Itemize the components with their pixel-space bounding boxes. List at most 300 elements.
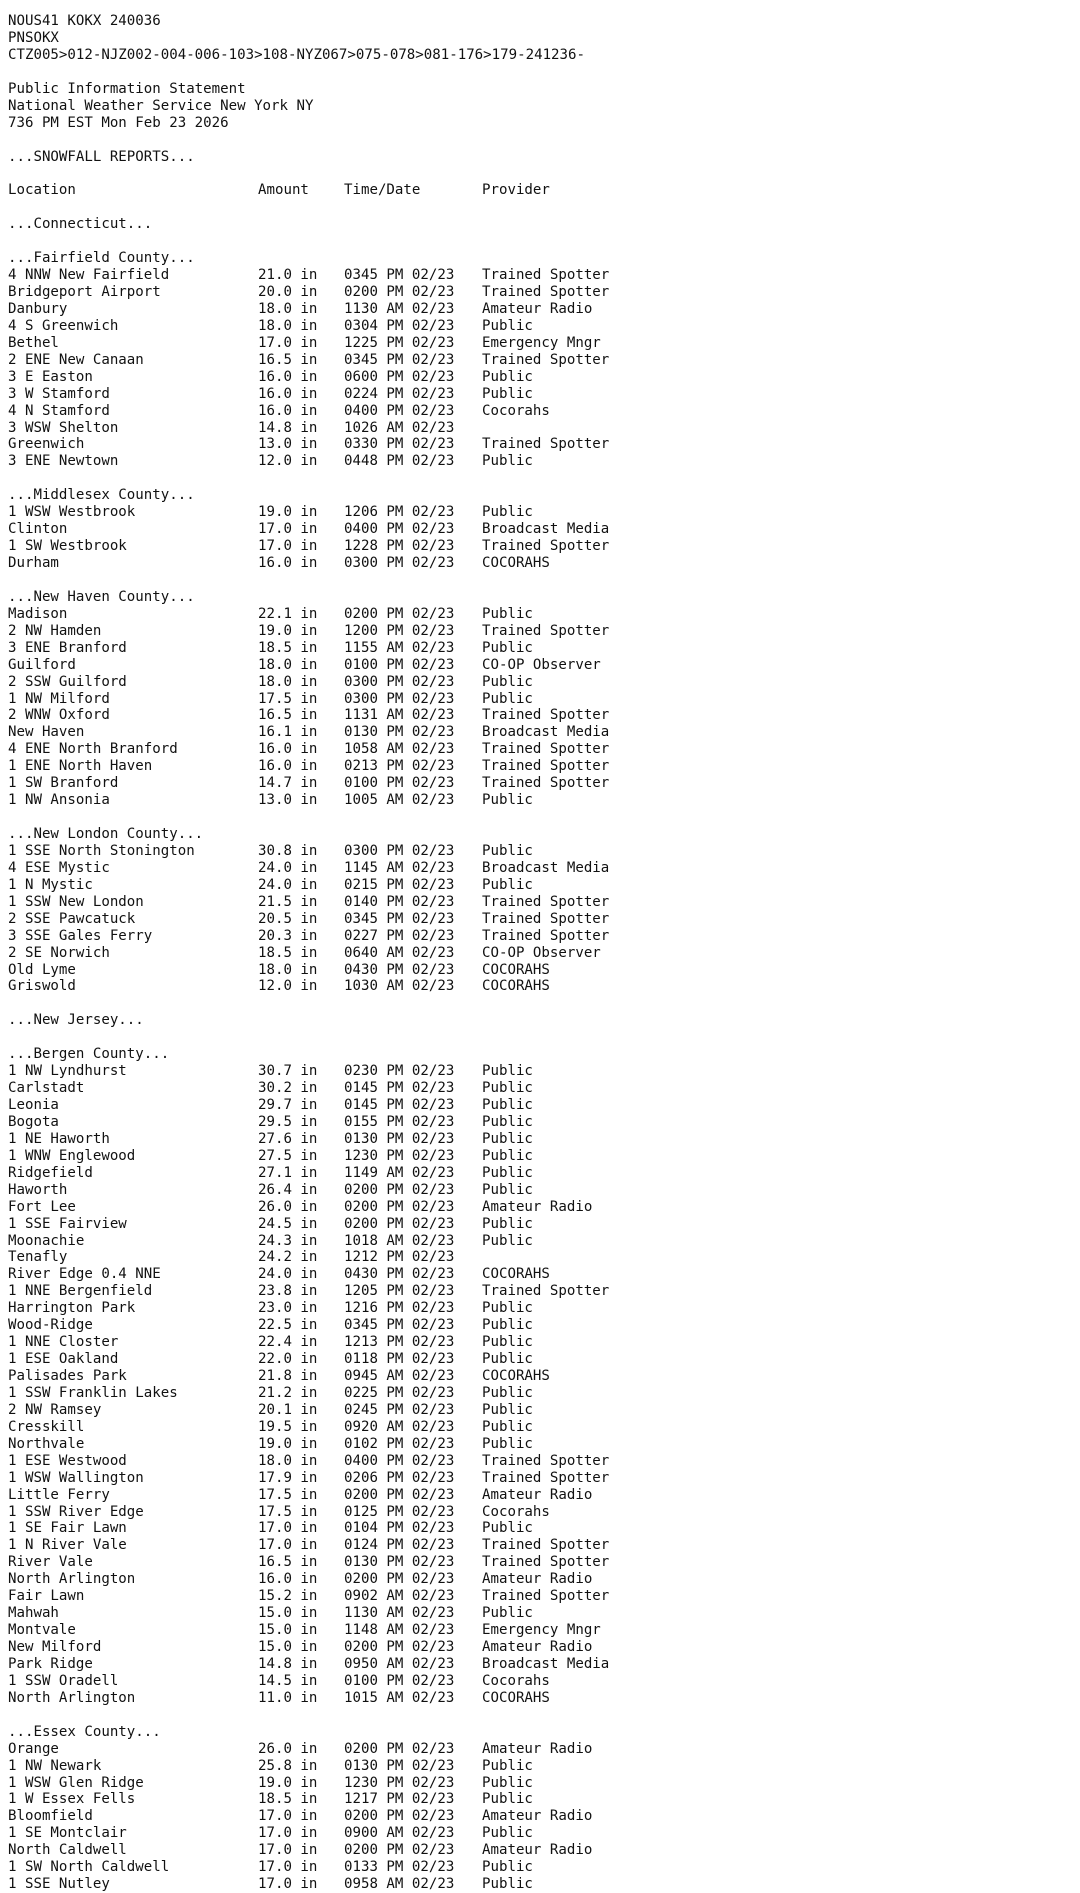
report-time-date: 0200 PM 02/23 bbox=[344, 1842, 455, 1859]
blank-line bbox=[8, 1707, 609, 1724]
report-time-date: 0300 PM 02/23 bbox=[344, 555, 455, 571]
report-row bbox=[8, 1436, 609, 1453]
report-location: 1 WSW Wallington bbox=[8, 1469, 144, 1486]
report-amount: 17.0 in bbox=[258, 1876, 318, 1893]
issue-time: 736 PM EST Mon Feb 23 2026 bbox=[8, 114, 229, 131]
county-heading: ...Middlesex County... bbox=[8, 487, 195, 504]
column-header-amount: Amount bbox=[258, 182, 309, 199]
report-amount: 20.1 in bbox=[258, 1401, 318, 1418]
column-header-provider: Provider bbox=[482, 182, 550, 199]
report-provider: Amateur Radio bbox=[482, 300, 593, 317]
report-amount: 20.5 in bbox=[258, 910, 318, 927]
report-amount: 14.7 in bbox=[258, 775, 318, 792]
report-amount: 15.0 in bbox=[258, 1622, 318, 1639]
report-amount: 14.8 in bbox=[258, 419, 318, 436]
report-time-date: 1216 PM 02/23 bbox=[344, 1300, 455, 1317]
state-heading: ...New Jersey... bbox=[8, 1012, 144, 1029]
report-time-date: 0640 AM 02/23 bbox=[344, 944, 455, 961]
report-location: Greenwich bbox=[8, 436, 85, 453]
report-row bbox=[8, 1233, 609, 1250]
report-provider: Public bbox=[482, 1164, 533, 1181]
report-location: 3 W Stamford bbox=[8, 385, 110, 402]
report-location: 1 SSW Oradell bbox=[8, 1672, 119, 1689]
report-time-date: 1018 AM 02/23 bbox=[344, 1232, 455, 1249]
report-location: 1 SSW Franklin Lakes bbox=[8, 1384, 178, 1401]
report-provider: Public bbox=[482, 792, 533, 809]
report-location: Little Ferry bbox=[8, 1486, 110, 1503]
report-amount: 16.0 in bbox=[258, 555, 318, 571]
report-location: Palisades Park bbox=[8, 1368, 127, 1384]
report-provider: Public bbox=[482, 1147, 533, 1164]
report-amount: 18.0 in bbox=[258, 961, 318, 978]
report-time-date: 0900 AM 02/23 bbox=[344, 1825, 455, 1842]
report-row bbox=[8, 1351, 609, 1368]
report-location: Durham bbox=[8, 555, 59, 571]
report-row bbox=[8, 1504, 609, 1521]
report-amount: 19.0 in bbox=[258, 1774, 318, 1791]
report-row bbox=[8, 1402, 609, 1419]
report-location: 4 ENE North Branford bbox=[8, 741, 178, 758]
report-provider: Public bbox=[482, 1181, 533, 1198]
report-amount: 17.5 in bbox=[258, 690, 318, 707]
report-time-date: 0104 PM 02/23 bbox=[344, 1520, 455, 1537]
report-location: 1 SSE Fairview bbox=[8, 1215, 127, 1232]
report-location: 2 SSE Pawcatuck bbox=[8, 910, 136, 927]
report-location: 1 ENE North Haven bbox=[8, 758, 153, 775]
report-time-date: 0345 PM 02/23 bbox=[344, 351, 455, 368]
report-time-date: 1205 PM 02/23 bbox=[344, 1283, 455, 1300]
report-location: 4 N Stamford bbox=[8, 402, 110, 419]
report-row bbox=[8, 386, 609, 403]
report-row bbox=[8, 453, 609, 470]
report-amount: 17.9 in bbox=[258, 1469, 318, 1486]
report-amount: 16.1 in bbox=[258, 724, 318, 741]
report-amount: 16.5 in bbox=[258, 707, 318, 724]
report-location: Cresskill bbox=[8, 1418, 85, 1435]
report-location: Leonia bbox=[8, 1097, 59, 1113]
report-row bbox=[8, 335, 609, 352]
report-row bbox=[8, 369, 609, 386]
report-time-date: 0200 PM 02/23 bbox=[344, 1181, 455, 1198]
county-heading: ...New London County... bbox=[8, 826, 204, 842]
report-row bbox=[8, 1639, 609, 1656]
report-row bbox=[8, 945, 609, 962]
report-row bbox=[8, 758, 609, 775]
report-provider: Public bbox=[482, 385, 533, 402]
report-time-date: 1015 AM 02/23 bbox=[344, 1689, 455, 1706]
report-time-date: 0200 PM 02/23 bbox=[344, 1215, 455, 1232]
report-time-date: 0200 PM 02/23 bbox=[344, 284, 455, 300]
report-location: 1 N Mystic bbox=[8, 876, 93, 893]
report-location: Ridgefield bbox=[8, 1164, 93, 1181]
report-amount: 30.2 in bbox=[258, 1080, 318, 1097]
report-amount: 27.1 in bbox=[258, 1164, 318, 1181]
report-time-date: 0100 PM 02/23 bbox=[344, 656, 455, 673]
report-row bbox=[8, 1419, 609, 1436]
report-row bbox=[8, 1690, 609, 1707]
report-row bbox=[8, 1300, 609, 1317]
report-amount: 24.0 in bbox=[258, 1266, 318, 1283]
report-row bbox=[8, 538, 609, 555]
report-amount: 14.5 in bbox=[258, 1672, 318, 1689]
report-provider: Amateur Radio bbox=[482, 1571, 593, 1588]
report-provider: Trained Spotter bbox=[482, 927, 610, 944]
report-location: New Milford bbox=[8, 1639, 102, 1655]
report-amount: 22.1 in bbox=[258, 605, 318, 622]
report-location: 3 SSE Gales Ferry bbox=[8, 927, 153, 944]
report-row bbox=[8, 1520, 609, 1537]
report-time-date: 0213 PM 02/23 bbox=[344, 758, 455, 775]
report-amount: 19.0 in bbox=[258, 622, 318, 639]
report-amount: 17.0 in bbox=[258, 1859, 318, 1876]
report-row bbox=[8, 436, 609, 453]
blank-line bbox=[8, 1029, 609, 1046]
report-time-date: 0430 PM 02/23 bbox=[344, 961, 455, 978]
state-heading: ...Connecticut... bbox=[8, 216, 153, 233]
report-row bbox=[8, 1131, 609, 1148]
report-time-date: 1005 AM 02/23 bbox=[344, 792, 455, 809]
report-time-date: 1155 AM 02/23 bbox=[344, 639, 455, 656]
report-provider: Emergency Mngr bbox=[482, 334, 601, 351]
report-provider: Trained Spotter bbox=[482, 284, 610, 300]
report-provider: Public bbox=[482, 1215, 533, 1232]
report-row bbox=[8, 1791, 609, 1808]
report-row bbox=[8, 318, 609, 335]
report-provider: Public bbox=[482, 1097, 533, 1113]
report-provider: Public bbox=[482, 1232, 533, 1249]
report-amount: 18.0 in bbox=[258, 300, 318, 317]
report-provider: Public bbox=[482, 1825, 533, 1842]
report-location: North Arlington bbox=[8, 1571, 136, 1588]
report-time-date: 1145 AM 02/23 bbox=[344, 859, 455, 876]
report-provider: Trained Spotter bbox=[482, 267, 610, 284]
report-amount: 17.0 in bbox=[258, 1537, 318, 1554]
report-location: 1 W Essex Fells bbox=[8, 1791, 136, 1808]
report-provider: Public bbox=[482, 1876, 533, 1893]
report-time-date: 0100 PM 02/23 bbox=[344, 1672, 455, 1689]
report-amount: 21.0 in bbox=[258, 267, 318, 284]
report-amount: 15.2 in bbox=[258, 1588, 318, 1605]
report-time-date: 0125 PM 02/23 bbox=[344, 1503, 455, 1520]
report-row bbox=[8, 640, 609, 657]
report-time-date: 0155 PM 02/23 bbox=[344, 1113, 455, 1130]
zone-codes-line: CTZ005>012-NJZ002-004-006-103>108-NYZ067>075-078>081-176>179-241236- bbox=[8, 46, 585, 63]
report-location: Orange bbox=[8, 1740, 59, 1757]
column-header-row bbox=[8, 182, 609, 199]
report-provider: COCORAHS bbox=[482, 1689, 550, 1706]
report-location: New Haven bbox=[8, 724, 85, 741]
report-location: North Arlington bbox=[8, 1689, 136, 1706]
report-amount: 23.0 in bbox=[258, 1300, 318, 1317]
report-amount: 17.0 in bbox=[258, 521, 318, 538]
report-provider: Trained Spotter bbox=[482, 1537, 610, 1554]
report-amount: 12.0 in bbox=[258, 978, 318, 995]
report-amount: 16.0 in bbox=[258, 368, 318, 385]
report-provider: Public bbox=[482, 453, 533, 470]
report-provider: Public bbox=[482, 1859, 533, 1876]
report-row bbox=[8, 1182, 609, 1199]
report-time-date: 0130 PM 02/23 bbox=[344, 1554, 455, 1571]
report-provider: Broadcast Media bbox=[482, 521, 610, 538]
report-time-date: 0430 PM 02/23 bbox=[344, 1266, 455, 1283]
report-provider: CO-OP Observer bbox=[482, 656, 601, 673]
report-provider: Cocorahs bbox=[482, 1503, 550, 1520]
county-heading: ...Fairfield County... bbox=[8, 250, 195, 267]
report-time-date: 0200 PM 02/23 bbox=[344, 1639, 455, 1655]
report-time-date: 0400 PM 02/23 bbox=[344, 402, 455, 419]
report-row bbox=[8, 1266, 609, 1283]
report-time-date: 0200 PM 02/23 bbox=[344, 1486, 455, 1503]
report-amount: 15.0 in bbox=[258, 1605, 318, 1622]
report-location: 4 S Greenwich bbox=[8, 317, 119, 334]
report-provider: Public bbox=[482, 1351, 533, 1368]
report-location: 1 WSW Westbrook bbox=[8, 504, 136, 521]
report-row bbox=[8, 1588, 609, 1605]
report-row bbox=[8, 860, 609, 877]
report-amount: 20.0 in bbox=[258, 284, 318, 300]
report-amount: 16.0 in bbox=[258, 758, 318, 775]
report-provider: Public bbox=[482, 1063, 533, 1080]
report-row bbox=[8, 1876, 609, 1893]
report-location: 1 ESE Oakland bbox=[8, 1351, 119, 1368]
report-provider: Public bbox=[482, 876, 533, 893]
blank-line bbox=[8, 64, 609, 81]
report-row bbox=[8, 894, 609, 911]
report-row bbox=[8, 1317, 609, 1334]
report-amount: 24.2 in bbox=[258, 1249, 318, 1266]
report-location: 1 NW Ansonia bbox=[8, 792, 110, 809]
report-provider: Trained Spotter bbox=[482, 538, 610, 555]
report-provider: Public bbox=[482, 842, 533, 859]
report-amount: 17.0 in bbox=[258, 538, 318, 555]
report-amount: 24.5 in bbox=[258, 1215, 318, 1232]
report-location: Guilford bbox=[8, 656, 76, 673]
report-provider: Cocorahs bbox=[482, 1672, 550, 1689]
report-amount: 14.8 in bbox=[258, 1655, 318, 1672]
report-row bbox=[8, 1216, 609, 1233]
report-provider: Amateur Radio bbox=[482, 1842, 593, 1859]
report-row bbox=[8, 1453, 609, 1470]
report-time-date: 0215 PM 02/23 bbox=[344, 876, 455, 893]
report-row bbox=[8, 1334, 609, 1351]
report-row bbox=[8, 741, 609, 758]
report-time-date: 0600 PM 02/23 bbox=[344, 368, 455, 385]
report-amount: 18.0 in bbox=[258, 656, 318, 673]
report-row bbox=[8, 1605, 609, 1622]
report-location: 1 NW Milford bbox=[8, 690, 110, 707]
report-row bbox=[8, 911, 609, 928]
report-provider: Amateur Radio bbox=[482, 1486, 593, 1503]
report-row bbox=[8, 1487, 609, 1504]
report-amount: 17.0 in bbox=[258, 334, 318, 351]
report-location: 1 NW Newark bbox=[8, 1757, 102, 1774]
report-row bbox=[8, 707, 609, 724]
blank-line bbox=[8, 199, 609, 216]
report-location: Moonachie bbox=[8, 1232, 85, 1249]
report-time-date: 1058 AM 02/23 bbox=[344, 741, 455, 758]
report-provider: Public bbox=[482, 1401, 533, 1418]
statement-title: Public Information Statement bbox=[8, 80, 246, 97]
report-row bbox=[8, 1537, 609, 1554]
report-provider: Amateur Radio bbox=[482, 1198, 593, 1215]
report-location: Fair Lawn bbox=[8, 1588, 85, 1605]
report-row bbox=[8, 521, 609, 538]
report-amount: 22.4 in bbox=[258, 1334, 318, 1351]
report-time-date: 0950 AM 02/23 bbox=[344, 1655, 455, 1672]
report-row bbox=[8, 284, 609, 301]
report-row bbox=[8, 792, 609, 809]
report-location: 4 ESE Mystic bbox=[8, 859, 110, 876]
report-time-date: 0140 PM 02/23 bbox=[344, 893, 455, 910]
report-amount: 24.3 in bbox=[258, 1232, 318, 1249]
report-time-date: 1230 PM 02/23 bbox=[344, 1774, 455, 1791]
report-time-date: 0200 PM 02/23 bbox=[344, 605, 455, 622]
report-amount: 16.0 in bbox=[258, 1571, 318, 1588]
report-location: 1 WNW Englewood bbox=[8, 1147, 136, 1164]
report-row bbox=[8, 1758, 609, 1775]
report-time-date: 0345 PM 02/23 bbox=[344, 910, 455, 927]
report-amount: 30.8 in bbox=[258, 842, 318, 859]
product-code-line: PNSOKX bbox=[8, 29, 59, 46]
report-time-date: 1212 PM 02/23 bbox=[344, 1249, 455, 1266]
report-location: 1 WSW Glen Ridge bbox=[8, 1774, 144, 1791]
report-provider: Broadcast Media bbox=[482, 1655, 610, 1672]
report-time-date: 0245 PM 02/23 bbox=[344, 1401, 455, 1418]
report-amount: 16.5 in bbox=[258, 351, 318, 368]
report-provider: Public bbox=[482, 317, 533, 334]
report-provider: Trained Spotter bbox=[482, 707, 610, 724]
report-location: Tenafly bbox=[8, 1249, 68, 1266]
report-row bbox=[8, 724, 609, 741]
report-row bbox=[8, 1283, 609, 1300]
report-time-date: 1206 PM 02/23 bbox=[344, 504, 455, 521]
report-amount: 20.3 in bbox=[258, 927, 318, 944]
report-time-date: 0300 PM 02/23 bbox=[344, 673, 455, 690]
report-row bbox=[8, 775, 609, 792]
report-amount: 17.5 in bbox=[258, 1486, 318, 1503]
report-amount: 18.0 in bbox=[258, 673, 318, 690]
report-amount: 18.5 in bbox=[258, 944, 318, 961]
report-time-date: 0330 PM 02/23 bbox=[344, 436, 455, 453]
report-amount: 21.5 in bbox=[258, 893, 318, 910]
report-provider: Public bbox=[482, 1757, 533, 1774]
report-amount: 24.0 in bbox=[258, 876, 318, 893]
snowfall-statement bbox=[8, 13, 609, 1893]
report-provider: Broadcast Media bbox=[482, 724, 610, 741]
report-provider: Public bbox=[482, 1334, 533, 1351]
report-time-date: 1026 AM 02/23 bbox=[344, 419, 455, 436]
report-amount: 13.0 in bbox=[258, 436, 318, 453]
report-location: 1 NNE Closter bbox=[8, 1334, 119, 1351]
report-time-date: 0902 AM 02/23 bbox=[344, 1588, 455, 1605]
blank-line bbox=[8, 809, 609, 826]
report-provider: Cocorahs bbox=[482, 402, 550, 419]
report-amount: 18.5 in bbox=[258, 1791, 318, 1808]
report-amount: 16.0 in bbox=[258, 385, 318, 402]
issuing-office: National Weather Service New York NY bbox=[8, 97, 314, 114]
report-row bbox=[8, 978, 609, 995]
report-location: 1 SSE Nutley bbox=[8, 1876, 110, 1893]
report-row bbox=[8, 1825, 609, 1842]
report-row bbox=[8, 962, 609, 979]
report-row bbox=[8, 1775, 609, 1792]
report-provider: Public bbox=[482, 690, 533, 707]
report-location: 2 SE Norwich bbox=[8, 944, 110, 961]
report-provider: Trained Spotter bbox=[482, 1283, 610, 1300]
report-time-date: 0100 PM 02/23 bbox=[344, 775, 455, 792]
report-location: Fort Lee bbox=[8, 1198, 76, 1215]
report-time-date: 0133 PM 02/23 bbox=[344, 1859, 455, 1876]
report-row bbox=[8, 301, 609, 318]
report-time-date: 0300 PM 02/23 bbox=[344, 690, 455, 707]
report-amount: 29.7 in bbox=[258, 1097, 318, 1113]
report-provider: Public bbox=[482, 1418, 533, 1435]
report-provider: Public bbox=[482, 605, 533, 622]
report-provider: Public bbox=[482, 1080, 533, 1097]
report-amount: 29.5 in bbox=[258, 1113, 318, 1130]
report-row bbox=[8, 928, 609, 945]
report-provider: COCORAHS bbox=[482, 1266, 550, 1283]
report-amount: 26.4 in bbox=[258, 1181, 318, 1198]
report-location: 1 SW North Caldwell bbox=[8, 1859, 170, 1876]
report-provider: Trained Spotter bbox=[482, 622, 610, 639]
report-amount: 18.5 in bbox=[258, 639, 318, 656]
report-row bbox=[8, 420, 609, 437]
report-provider: Trained Spotter bbox=[482, 1554, 610, 1571]
report-location: 1 NW Lyndhurst bbox=[8, 1063, 127, 1080]
report-time-date: 0345 PM 02/23 bbox=[344, 1317, 455, 1334]
report-time-date: 0130 PM 02/23 bbox=[344, 1757, 455, 1774]
report-provider: Public bbox=[482, 1384, 533, 1401]
report-time-date: 1131 AM 02/23 bbox=[344, 707, 455, 724]
report-provider: Public bbox=[482, 639, 533, 656]
report-time-date: 0130 PM 02/23 bbox=[344, 724, 455, 741]
report-location: 1 SW Westbrook bbox=[8, 538, 127, 555]
report-location: 1 ESE Westwood bbox=[8, 1452, 127, 1469]
report-amount: 25.8 in bbox=[258, 1757, 318, 1774]
report-provider: Public bbox=[482, 504, 533, 521]
report-row bbox=[8, 691, 609, 708]
report-location: Northvale bbox=[8, 1435, 85, 1452]
county-heading: ...New Haven County... bbox=[8, 588, 195, 605]
report-time-date: 0102 PM 02/23 bbox=[344, 1435, 455, 1452]
report-time-date: 1225 PM 02/23 bbox=[344, 334, 455, 351]
report-time-date: 0200 PM 02/23 bbox=[344, 1571, 455, 1588]
report-location: River Edge 0.4 NNE bbox=[8, 1266, 161, 1283]
blank-line bbox=[8, 132, 609, 149]
report-location: 3 ENE Branford bbox=[8, 639, 127, 656]
report-amount: 17.0 in bbox=[258, 1842, 318, 1859]
report-location: Haworth bbox=[8, 1181, 68, 1198]
report-amount: 23.8 in bbox=[258, 1283, 318, 1300]
report-provider: CO-OP Observer bbox=[482, 944, 601, 961]
report-provider: COCORAHS bbox=[482, 961, 550, 978]
county-heading: ...Bergen County... bbox=[8, 1046, 170, 1063]
report-amount: 17.5 in bbox=[258, 1503, 318, 1520]
report-provider: Public bbox=[482, 368, 533, 385]
report-row bbox=[8, 1741, 609, 1758]
report-provider: Public bbox=[482, 1605, 533, 1622]
report-location: 1 N River Vale bbox=[8, 1537, 127, 1554]
report-time-date: 1130 AM 02/23 bbox=[344, 1605, 455, 1622]
report-provider: COCORAHS bbox=[482, 1368, 550, 1384]
report-time-date: 0345 PM 02/23 bbox=[344, 267, 455, 284]
report-location: Bridgeport Airport bbox=[8, 284, 161, 300]
report-provider: Trained Spotter bbox=[482, 1452, 610, 1469]
report-location: Montvale bbox=[8, 1622, 76, 1639]
report-amount: 18.0 in bbox=[258, 317, 318, 334]
report-time-date: 0227 PM 02/23 bbox=[344, 927, 455, 944]
